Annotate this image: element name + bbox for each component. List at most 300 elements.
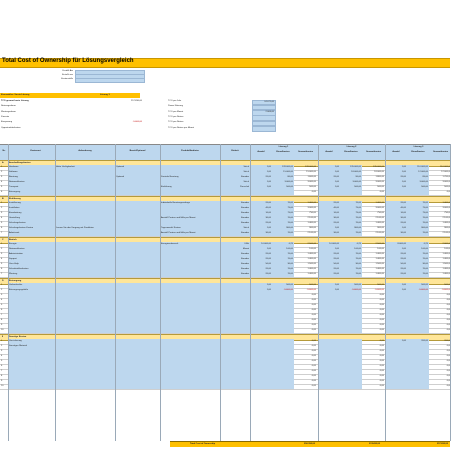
info-label: Erstellt Am — [62, 70, 73, 72]
cell-value: 70,00 — [287, 202, 293, 204]
cell-value: 0,00 — [379, 304, 384, 306]
cell-value: 1,00 — [401, 289, 406, 291]
cell-kostenart: User Help — [9, 263, 19, 265]
cell-value: 15.000,00 — [283, 171, 293, 173]
cell-value: 1.400,00 — [307, 222, 316, 224]
section-name: Betrieb — [9, 239, 17, 241]
cell-value: 20,00 — [400, 253, 406, 255]
cell-value: 3.000,00 — [442, 207, 451, 209]
cell-value — [318, 384, 339, 389]
cell-value: 0,00 — [446, 191, 451, 193]
cell-value: 900,00 — [377, 227, 384, 229]
kennzahl-label: Opportunitätskosten — [1, 126, 21, 129]
cell-nr: 5 — [1, 186, 3, 188]
cell-value: 20,00 — [265, 253, 271, 255]
cell-value: 0,00 — [446, 355, 451, 357]
cell-value: 0,00 — [311, 375, 316, 377]
cell-value: 70,00 — [355, 268, 361, 270]
cell-value: 1,00 — [266, 248, 271, 250]
cell-kostenart: Netzwerkkosten — [9, 181, 25, 183]
cell-anf — [56, 272, 114, 277]
cell-value: 20,00 — [265, 268, 271, 270]
cell-value: 50,00 — [333, 263, 339, 265]
info-label: Erstellt von — [62, 74, 73, 76]
cell-value: 10,00 — [400, 212, 406, 214]
cell-value: 0,00 — [379, 309, 384, 311]
cell-anf — [56, 384, 114, 389]
cell-einheit: kWh — [244, 243, 249, 245]
cell-kostenart: Administration — [9, 253, 23, 255]
cell-value: 0,00 — [446, 319, 451, 321]
cell-value: 1.400,00 — [442, 273, 451, 275]
section-letter: B — [2, 198, 4, 200]
cell-nr: 6 — [1, 365, 3, 367]
cell-nr: 1 — [1, 340, 3, 342]
cell-value: 3.000,00 — [419, 181, 428, 183]
cell-einheit: Stück — [243, 166, 249, 168]
cell-value: 3.000,00 — [375, 207, 384, 209]
cell-value: 1.400,00 — [375, 258, 384, 260]
cell-kostenart: Transport — [9, 186, 19, 188]
cell-value: 2.000,00 — [442, 243, 451, 245]
cell-bereit — [116, 190, 159, 195]
cell-value: 30,00 — [355, 263, 361, 265]
cell-value: 2.100,00 — [307, 232, 316, 234]
cell-value: 1,00 — [401, 248, 406, 250]
cell-value: 50,00 — [265, 263, 271, 265]
cell-nr: 3 — [1, 350, 3, 352]
cell-nr: 5 — [1, 304, 3, 306]
cell-value: 2.500,00 — [307, 243, 316, 245]
cell-value: 40,00 — [400, 207, 406, 209]
cell-value: 3.000,00 — [442, 181, 451, 183]
cell-value: 20,00 — [265, 222, 271, 224]
cell-nr: 5 — [1, 222, 3, 224]
column-header: Nr. — [2, 150, 6, 152]
cell-value: 0,00 — [446, 314, 451, 316]
cell-value: 1,00 — [334, 171, 339, 173]
cell-value: 1.400,00 — [442, 222, 451, 224]
cell-value: 500,00 — [421, 284, 428, 286]
cell-value: 0,00 — [379, 329, 384, 331]
cell-value: 1,00 — [401, 227, 406, 229]
cell-value: 30,00 — [265, 232, 271, 234]
cell-value: 1.400,00 — [442, 253, 451, 255]
cell-value — [340, 328, 361, 333]
cell-value: 500,00 — [354, 284, 361, 286]
cell-value: 0,00 — [379, 360, 384, 362]
cell-value: 40,00 — [333, 207, 339, 209]
cell-value: 200,00 — [421, 340, 428, 342]
cell-value: 0,00 — [379, 375, 384, 377]
cell-value: 1.500,00 — [442, 263, 451, 265]
cell-value — [250, 328, 271, 333]
cell-nr: 9 — [1, 380, 3, 382]
cell-value: 0,00 — [446, 385, 451, 387]
cell-value: 0,00 — [379, 345, 384, 347]
cell-anf — [56, 190, 114, 195]
cell-value: 75,00 — [355, 212, 361, 214]
cell-value: 1.400,00 — [442, 258, 451, 260]
cell-kostenart: Versicherung — [9, 340, 22, 342]
cell-value: 1.400,00 — [375, 222, 384, 224]
cell-value: 500,00 — [444, 284, 451, 286]
kennzahl-label: Wartungsdauer — [1, 110, 16, 113]
cell-produkt: Anstoß Partner und Hilfe pro Monat — [161, 232, 196, 234]
cell-value: 30,00 — [265, 217, 271, 219]
cell-value: 1,00 — [334, 181, 339, 183]
cell-value: 75,00 — [355, 207, 361, 209]
cell-value: 1.400,00 — [375, 202, 384, 204]
cell-produkt — [161, 272, 219, 277]
cell-produkt — [161, 328, 219, 333]
cell-value: 0,00 — [379, 370, 384, 372]
kennzahl-label: TCO pro Nutzer — [168, 115, 184, 118]
cell-value: 750,00 — [377, 212, 384, 214]
cell-value: 0,00 — [379, 294, 384, 296]
cell-value: 900,00 — [444, 227, 451, 229]
cell-value: 500,00 — [286, 284, 293, 286]
sub-column-header: Gesamtkosten — [297, 151, 314, 153]
cell-value: 900,00 — [309, 227, 316, 229]
cell-value: 70,00 — [422, 202, 428, 204]
cell-value: 1,00 — [334, 166, 339, 168]
cell-produkt — [161, 190, 219, 195]
cell-kostenart: Software — [9, 171, 18, 173]
cell-nr: 6 — [1, 268, 3, 270]
cell-value: 50,00 — [400, 263, 406, 265]
cell-value: 0,00 — [446, 329, 451, 331]
cell-einheit: Pauschal — [240, 186, 249, 188]
cell-value: 0,00 — [311, 360, 316, 362]
total-row — [0, 441, 450, 446]
cell-nr: 4 — [1, 181, 3, 183]
best-solution-label: Lösung 3 — [100, 94, 110, 96]
cell-value: 70,00 — [422, 258, 428, 260]
cell-value: 70,00 — [355, 258, 361, 260]
cell-value: 1.400,00 — [375, 253, 384, 255]
cell-value: 70,00 — [422, 268, 428, 270]
cell-nr: 2 — [1, 345, 3, 347]
cell-value: 70,00 — [355, 232, 361, 234]
cell-produkt: Zentrale Beratung — [161, 176, 179, 178]
cell-nr: 2 — [1, 207, 3, 209]
cell-value: 135.000,00 — [350, 166, 361, 168]
total-solution-3: 257.830,00 — [437, 442, 448, 445]
cell-value: 0,00 — [446, 380, 451, 382]
column-header: Anforderung — [78, 150, 92, 152]
cell-produkt — [161, 384, 219, 389]
cell-value — [385, 384, 406, 389]
cell-kostenart: Verkaufserlös — [9, 284, 23, 286]
cell-value: 0,00 — [446, 365, 451, 367]
cell-nr: 4 — [1, 217, 3, 219]
cell-value: 0,00 — [379, 365, 384, 367]
cell-einheit: Stunden — [240, 268, 249, 270]
cell-value: 100,00 — [286, 248, 293, 250]
cell-value — [340, 384, 361, 389]
cell-value: 1,00 — [401, 186, 406, 188]
info-input[interactable] — [75, 78, 145, 84]
total-solution-2: 274.430,00 — [369, 442, 380, 445]
cell-nr: 2 — [1, 171, 3, 173]
cell-value: 85,00 — [422, 176, 428, 178]
cell-value: 0,00 — [446, 299, 451, 301]
cell-value: 0,00 — [379, 314, 384, 316]
cell-einheit: Stunden — [240, 258, 249, 260]
cell-value: 20,00 — [333, 202, 339, 204]
kennzahl-label: TCO pro Monat — [168, 110, 184, 113]
cell-nr: 10 — [1, 329, 4, 331]
cell-value — [250, 190, 271, 195]
cell-value: 1,00 — [401, 284, 406, 286]
cell-value: 100,00 — [377, 248, 384, 250]
cell-value: 1,00 — [334, 284, 339, 286]
cell-value: 2.100,00 — [442, 232, 451, 234]
cell-value: 128.000,00 — [282, 166, 293, 168]
cell-kostenart: Entsorgungsgebühr — [9, 289, 29, 291]
cell-value: 1,00 — [266, 186, 271, 188]
kennzahl-label: TCO gesamt beste Lösung — [1, 100, 29, 102]
cell-value: 1,00 — [401, 340, 406, 342]
cell-value: 1,00 — [401, 171, 406, 173]
cell-value: 0,00 — [446, 350, 451, 352]
sub-column-header: Anzahl — [325, 151, 333, 153]
cell-value: 500,00 — [421, 186, 428, 188]
cell-value: 1.400,00 — [442, 268, 451, 270]
cell-value: 1.500,00 — [375, 263, 384, 265]
cell-value: 2.100,00 — [307, 217, 316, 219]
cell-anf: Hohe Verfügbarkeit — [56, 166, 75, 168]
cell-value: 0,00 — [446, 309, 451, 311]
cell-value: 70,00 — [422, 232, 428, 234]
cell-value: 8.000,00 — [397, 243, 406, 245]
cell-value: 75,00 — [422, 207, 428, 209]
cell-einheit: Stunden — [240, 263, 249, 265]
cell-bereit — [116, 231, 159, 236]
kennzahl-value: 257.830,00 — [131, 100, 142, 102]
cell-value: 0,00 — [379, 299, 384, 301]
kennzahl-label: TCO pro Nutzer pro Monat — [168, 126, 194, 129]
cell-value: 20,00 — [400, 176, 406, 178]
cell-value: 900,00 — [421, 227, 428, 229]
cell-value: 1.400,00 — [307, 253, 316, 255]
cell-kostenart: Installierung — [9, 202, 21, 204]
cell-value: 0,00 — [311, 365, 316, 367]
kennzahl-label: Nutzungsdauer — [1, 105, 16, 108]
cell-value: 20,00 — [265, 176, 271, 178]
cell-value: -5.600,00 — [351, 289, 361, 291]
cell-einheit: Stunden — [240, 232, 249, 234]
cell-value: 0,00 — [311, 345, 316, 347]
cell-value: 0,00 — [311, 304, 316, 306]
cell-value: 1.700,00 — [442, 176, 451, 178]
cell-value: 0,00 — [379, 191, 384, 193]
cell-value: 20,00 — [333, 222, 339, 224]
cell-value: 100,00 — [309, 248, 316, 250]
cell-nr: 1 — [1, 202, 3, 204]
cell-value: 70,00 — [355, 222, 361, 224]
cell-value: 20,00 — [265, 273, 271, 275]
cell-value: 500,00 — [354, 186, 361, 188]
cell-value: 900,00 — [354, 227, 361, 229]
cell-kostenart: Schulungskosten — [9, 222, 26, 224]
cell-value: 100,00 — [444, 248, 451, 250]
cell-value: 70,00 — [287, 268, 293, 270]
column-header: Einheit — [231, 150, 239, 152]
kennzahl-label: TCO pro Jahr — [168, 100, 182, 102]
cell-value: 1.500,00 — [307, 263, 316, 265]
cell-value: 135.000,00 — [373, 166, 384, 168]
cell-nr: 1 — [1, 243, 3, 245]
cell-einheit: Monat — [242, 248, 249, 250]
cell-nr: 3 — [1, 212, 3, 214]
section-name: Sonstige Kosten — [9, 336, 27, 338]
cell-value: 10,00 — [265, 212, 271, 214]
cell-nr: 3 — [1, 176, 3, 178]
cell-anf — [56, 328, 114, 333]
cell-value: 0,00 — [446, 294, 451, 296]
cell-value: 20,00 — [400, 202, 406, 204]
cell-kostenart: Einarbeitung — [9, 212, 22, 214]
cell-value: 75,00 — [422, 212, 428, 214]
cell-nr: 3 — [1, 253, 3, 255]
sub-column-header: Einzelkosten — [411, 151, 425, 153]
cell-value: 30,00 — [333, 217, 339, 219]
kennzahl-value: 24.071,00 — [264, 100, 274, 103]
cell-value: 0,25 — [423, 243, 428, 245]
kennzahlen-header — [0, 93, 140, 98]
cell-einheit: Stunden — [240, 207, 249, 209]
cell-value: 0,00 — [311, 370, 316, 372]
cell-nr: 9 — [1, 324, 3, 326]
cell-nr: 7 — [1, 232, 3, 234]
section-letter: A — [2, 162, 4, 164]
cell-value: 0,00 — [311, 385, 316, 387]
cell-value: 0,00 — [311, 329, 316, 331]
cell-nr: 7 — [1, 273, 3, 275]
cell-nr: 5 — [1, 360, 3, 362]
cell-value: 75,00 — [287, 207, 293, 209]
cell-value: -5.600,00 — [418, 289, 428, 291]
cell-value: 0,00 — [379, 380, 384, 382]
cell-value: 90,00 — [355, 176, 361, 178]
cell-value: 1.800,00 — [375, 176, 384, 178]
cell-nr: 6 — [1, 227, 3, 229]
cell-kostenart: Sonstiges Material — [9, 345, 27, 347]
cell-value: 10.000,00 — [261, 243, 271, 245]
cell-value: 70,00 — [422, 217, 428, 219]
cell-value — [272, 190, 293, 195]
cell-value: 200,00 — [444, 340, 451, 342]
cell-value: 110.000,00 — [417, 166, 428, 168]
cell-value: 70,00 — [355, 217, 361, 219]
cell-value: -5.600,00 — [441, 289, 451, 291]
total-label: Total Cost of Ownership — [190, 442, 216, 445]
cell-value: 900,00 — [286, 227, 293, 229]
cell-value: -5.600,00 — [374, 289, 384, 291]
cell-value: 1.600,00 — [307, 176, 316, 178]
cell-value: 1,00 — [401, 181, 406, 183]
cell-bereit: Optional — [116, 166, 125, 168]
section-letter: D — [2, 280, 4, 282]
cell-value: 10.000,00 — [329, 243, 339, 245]
cell-value: 70,00 — [355, 202, 361, 204]
cell-value — [318, 190, 339, 195]
cell-value: 0,00 — [446, 345, 451, 347]
cell-produkt: Einführung — [161, 186, 172, 188]
cell-value: 70,00 — [287, 232, 293, 234]
cell-value: 128.000,00 — [305, 166, 316, 168]
cell-nr: 7 — [1, 370, 3, 372]
cell-value: 0,00 — [379, 340, 384, 342]
cell-einheit: Stunden — [240, 217, 249, 219]
cell-value: 70,00 — [422, 253, 428, 255]
cell-value: 12.000,00 — [418, 171, 428, 173]
section-name: Einführung — [9, 198, 21, 200]
cell-value: 0,00 — [311, 340, 316, 342]
cell-einheit: Stunden — [240, 253, 249, 255]
column-header: Bereit/Optional — [129, 150, 146, 152]
cell-value: 0,00 — [311, 294, 316, 296]
cell-value: -5.600,00 — [283, 289, 293, 291]
cell-kostenart: Schulungskosten Kosten — [9, 227, 34, 229]
cell-value: 3.000,00 — [284, 181, 293, 183]
cell-value: 20,00 — [333, 268, 339, 270]
cell-value: 0,00 — [311, 319, 316, 321]
cell-bereit — [116, 272, 159, 277]
cell-value: 30,00 — [287, 263, 293, 265]
cell-value: 0,00 — [311, 380, 316, 382]
cell-value: 80,00 — [287, 176, 293, 178]
kennzahl-label: TCO pro Nutzer — [168, 121, 184, 124]
cell-value: 15.000,00 — [306, 171, 316, 173]
cell-einheit — [221, 384, 249, 389]
cell-value: 3.000,00 — [375, 181, 384, 183]
cell-value: 750,00 — [309, 212, 316, 214]
cell-nr: 1 — [1, 166, 3, 168]
cell-value: 0,00 — [311, 350, 316, 352]
cell-value: 1,00 — [266, 284, 271, 286]
cell-value: 10,00 — [333, 212, 339, 214]
cell-kostenart: Energie — [9, 243, 17, 245]
cell-bereit: Optional — [116, 176, 125, 178]
cell-value: 500,00 — [377, 284, 384, 286]
solution-header: Lösung 3 — [413, 145, 424, 148]
title-bar — [0, 58, 450, 68]
cell-nr: 8 — [1, 319, 3, 321]
cell-value: 20,00 — [400, 268, 406, 270]
cell-value: 30,00 — [333, 232, 339, 234]
cell-bereit — [116, 328, 159, 333]
cell-value: 1,00 — [334, 289, 339, 291]
cell-value: 0,00 — [446, 324, 451, 326]
cell-value: 500,00 — [444, 186, 451, 188]
cell-value: 18.000,00 — [351, 171, 361, 173]
cell-nr: 5 — [1, 263, 3, 265]
cell-nr: 3 — [1, 294, 3, 296]
cell-einheit: Stück — [243, 181, 249, 183]
cell-value: 1,00 — [266, 181, 271, 183]
info-label: Kostenstelle — [61, 78, 73, 80]
total-solution-1: 256.390,00 — [304, 442, 315, 445]
kennzahlen-title: Kennzahlen / beste Lösung — [1, 94, 30, 96]
cell-value: 1.400,00 — [307, 258, 316, 260]
cell-value: 0,00 — [379, 324, 384, 326]
cell-value: 3.000,00 — [307, 207, 316, 209]
cell-value: 3.000,00 — [352, 181, 361, 183]
cell-value: 0,00 — [311, 355, 316, 357]
